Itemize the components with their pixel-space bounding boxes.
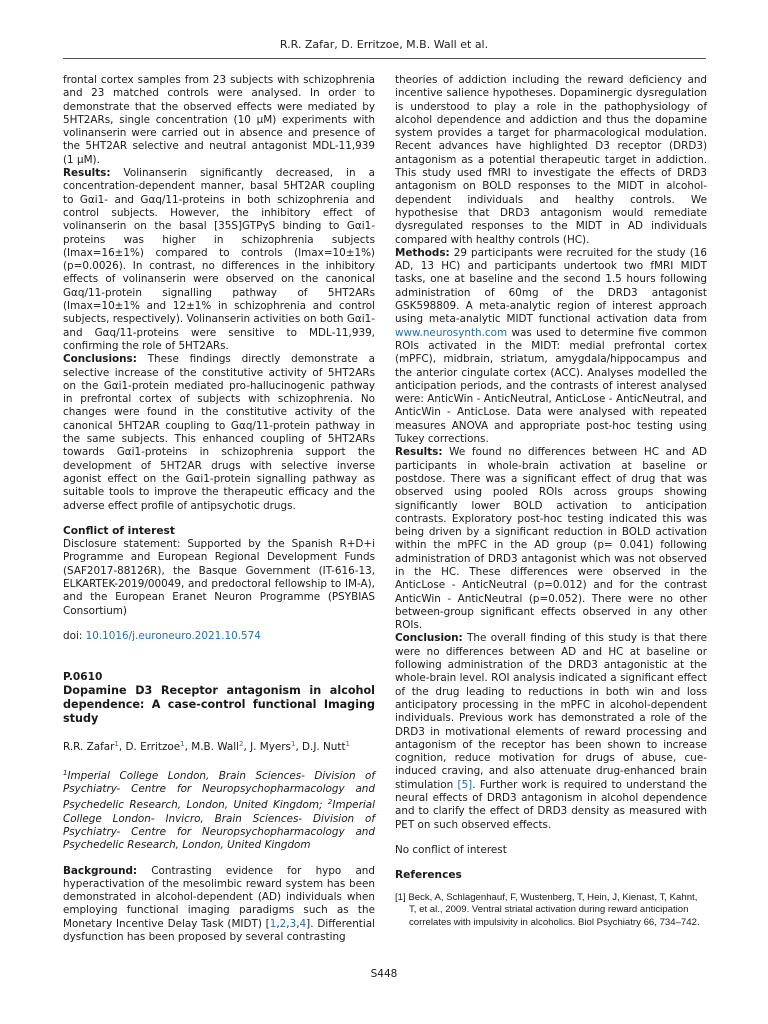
author-name: D. Erritzoe bbox=[125, 741, 181, 754]
running-head: R.R. Zafar, D. Erritzoe, M.B. Wall et al. bbox=[279, 38, 489, 51]
conclusions-paragraph bbox=[63, 353, 375, 513]
author-affiliation-marker[interactable]: 1 bbox=[290, 740, 296, 749]
conclusion-label: Conclusion: bbox=[395, 632, 463, 645]
conclusion-paragraph bbox=[395, 632, 707, 831]
conclusion-text-b: . Further work is required to understand the neural effects of DRD3 antagonism in alcohol dependence and to clarify the effect of DRD3 density as measured with PET on such observed effects. bbox=[395, 778, 707, 831]
citation-link[interactable]: 3 bbox=[289, 917, 297, 930]
results-text: Volinanserin significantly decreased, in a concentration-dependent manner, basal 5HT2AR coupling to Gαi1- and Gαq/11-proteins in both schizophrenia and control subjects. However, the inhibitory effect of volinanserin on the basal [35S]GTPγS binding to Gαi1-proteins was higher in schizophrenia subjects (Imax=16±1%) compared to controls (Imax=10±1%) (p=0.0026). In contrast, no differences in the inhibitory effects of volinanserin were observed on the canonical Gαq/11-protein signalling pathway of 5HT2ARs (Imax=10±1% and 12±1% in schizophrenia and control subjects, respectively). Volinanserin activities on both Gαi1- and Gαq/11-proteins were sensitive to MDL-11,939, confirming the role of 5HT2ARs. bbox=[63, 167, 375, 352]
author-name: D.J. Nutt bbox=[302, 741, 346, 754]
author-name: J. Myers bbox=[250, 741, 291, 754]
references-heading: References bbox=[395, 869, 462, 882]
affiliation-2: Imperial College London- Invicro, Brain Sciences- Division of Psychiatry- Centre for Neuropsychopharmacology and Psychedelic Research, London, United Kingdom bbox=[63, 799, 375, 852]
author-affiliation-marker[interactable]: 1 bbox=[114, 740, 119, 749]
background-tail: ]. Differential dysfunction has been proposed by several contrasting bbox=[63, 917, 375, 944]
neurosynth-link[interactable]: www.neurosynth.com bbox=[395, 326, 508, 339]
conclusion-text-a: The overall finding of this study is that there were no differences between AD and HC at baseline or following administration of the DRD3 antagonistic at the whole-brain level. ROI analysis indicated a significant effect of the drug leading to reductions in both win and loss anticipatory processing in the mPFC in alcohol-dependent individuals. Previous work has demonstrated a role of the DRD3 in motivational elements of reward processing and antagonism of the receptor has been shown to increase cognition, reduce motivation for drugs of abuse, cue-induced craving, and also attenuate drug-enhanced brain stimulation bbox=[395, 632, 707, 791]
affiliation-1: Imperial College London, Brain Sciences- Division of Psychiatry- Centre for Neuropsychopharmacology and Psychedelic Research, London, United Kingdom; bbox=[63, 769, 375, 812]
reference-item: [1] Beck, A, Schlagenhauf, F, Wustenberg, T, Hein, J, Kienast, T, Kahnt, T, et al., 2009. Ventral striatal activation during reward anticipation correlates with impulsivity in alcoholics. Biol Psychiatry 66, 734–742. bbox=[395, 891, 700, 928]
author-list: R.R. Zafar$^1$, D. Erritzoe$^1$, M.B. Wall$^2$, J. Myers$^1$, D.J. Nutt$^1$ bbox=[63, 740, 350, 754]
header-rule bbox=[63, 58, 706, 59]
citation-link[interactable]: [5] bbox=[457, 778, 473, 791]
left-column bbox=[63, 74, 375, 944]
methods-continuation: frontal cortex samples from 23 subjects with schizophrenia and 23 matched controls were analysed. In order to demonstrate that the observed effects were mediated by 5HT2ARs, single concentration (10 μM) experiments with volinanserin were carried out in absence and presence of the 5HT2AR selective and neutral antagonist MDL-11,939 (1 μM). bbox=[63, 74, 375, 166]
affiliation-number: 1 bbox=[63, 768, 68, 777]
methods-text-b: was used to determine five common ROIs activated in the MIDT: medial prefrontal cortex (mPFC), midbrain, striatum, amygdala/hippocampus and the anterior cingulate cortex (ACC). Analyses modelled the anticipation periods, and the contrasts of interest analysed were: AnticWin - AnticNeutral, AnticLose - AnticNeutral, and AnticWin - AnticLose. Data were analysed with repeated measures ANOVA and appropriate post-hoc testing using Tukey corrections. bbox=[395, 326, 707, 446]
no-coi-statement: No conflict of interest bbox=[395, 843, 507, 856]
background-label: Background: bbox=[63, 864, 138, 877]
citation-link[interactable]: 1 bbox=[269, 917, 277, 930]
article-title: Dopamine D3 Receptor antagonism in alcohol dependence: A case-control functional Imaging study bbox=[63, 684, 375, 726]
conclusions-label: Conclusions: bbox=[63, 353, 137, 366]
author-affiliation-marker[interactable]: 1 bbox=[180, 740, 185, 749]
methods-label: Methods: bbox=[395, 246, 450, 259]
coi-text: Disclosure statement: Supported by the Spanish R+D+i Programme and European Regional Development Funds (SAF2017-88126R), the Basque Government (IT-616-13, ELKARTEK-2019/00049, and predoctoral fellowship to IM-A), and the European Eranet Neuron Programme (PSYBIAS Consortium) bbox=[63, 538, 375, 617]
doi-line bbox=[63, 630, 375, 643]
author-affiliation-marker[interactable]: 1 bbox=[345, 740, 350, 749]
conclusions-text: These findings directly demonstrate a selective increase of the constitutive activity of 5HT2ARs on the Gαi1-protein mediated pro-hallucinogenic pathway in prefrontal cortex of subjects with schizophrenia. No changes were found in the constitutive activity of the canonical 5HT2AR coupling to Gαq/11-protein pathway in the same subjects. This enhanced coupling of 5HT2ARs towards Gαi1-proteins in schizophrenia support the development of 5HT2AR drugs with selective inverse agonist effect on the Gαi1-protein signalling pathway as suitable tools to improve the therapeutic efficacy and the adverse effect profile of antipsychotic drugs. bbox=[63, 353, 375, 512]
methods-text-a: 29 participants were recruited for the study (16 AD, 13 HC) and participants undertook two fMRI MIDT tasks, one at baseline and the second 1.5 hours following administration of 60mg of the DRD3 antagonist GSK598809. A meta-analytic region of interest approach using meta-analytic MIDT functional activation data from bbox=[395, 246, 707, 326]
affiliation-number: 2 bbox=[327, 798, 333, 807]
author-affiliation-marker[interactable]: 2 bbox=[239, 740, 244, 749]
results-paragraph bbox=[395, 446, 707, 632]
results-paragraph bbox=[63, 167, 375, 353]
background-continuation: theories of addiction including the reward deficiency and incentive salience hypotheses. Dopaminergic dysregulation is understood to play a role in the pathophysiology of alcohol dependence and addiction and thus the dopamine system provides a target for pharmacological modulation. Recent advances have highlighted D3 receptor (DRD3) antagonism as a potential therapeutic target in addiction. This study used fMRI to investigate the effects of DRD3 antagonism on BOLD responses to the MIDT in alcohol-dependent individuals and healthy controls. We hypothesise that DRD3 antagonism would remediate dysregulated responses to the MIDT in AD individuals compared with healthy controls (HC). bbox=[395, 74, 707, 246]
article-id: P.0610 bbox=[63, 671, 103, 684]
doi-label: doi: bbox=[63, 629, 83, 642]
citation-link[interactable]: 2 bbox=[279, 917, 287, 930]
doi-link[interactable]: 10.1016/j.euroneuro.2021.10.574 bbox=[85, 629, 261, 642]
results-label: Results: bbox=[395, 446, 443, 459]
author-name: M.B. Wall bbox=[191, 741, 240, 754]
affiliations bbox=[63, 767, 375, 853]
background-text: Contrasting evidence for hypo and hyperactivation of the mesolimbic reward system has been demonstrated in alcohol-dependent (AD) individuals when employing functional imaging paradigms such as the Monetary Incentive Delay Task (MIDT) [ bbox=[63, 864, 375, 930]
citation-link[interactable]: 4 bbox=[299, 917, 307, 930]
background-paragraph: Background: Contrasting evidence for hypo and hyperactivation of the mesolimbic reward system has been demonstrated in alcohol-dependent (AD) individuals when employing functional imaging paradigms such as the Monetary Incentive Delay Task (MIDT) [1,2,3,4]. Differential dysfunction has been proposed by several contrasting bbox=[63, 864, 375, 944]
right-column bbox=[395, 74, 707, 929]
coi-heading: Conflict of interest bbox=[63, 524, 175, 537]
page-number: S448 bbox=[370, 968, 398, 980]
methods-paragraph bbox=[395, 247, 707, 446]
results-label: Results: bbox=[63, 167, 111, 180]
author-name: R.R. Zafar bbox=[63, 741, 115, 754]
results-text: We found no differences between HC and AD participants in whole-brain activation at baseline or postdose. There was a significant effect of drug that was observed using pooled ROIs across groups showing significantly lower BOLD activation to anticipation contrasts. Exploratory post-hoc testing indicated this was being driven by a significant reduction in BOLD activation within the mPFC in the AD group (p= 0.041) following administration of DRD3 antagonist which was not observed in the HC. These differences were observed in the AnticLose - AnticNeutral (p=0.012) and for the contrast AnticWin - AnticNeutral (p=0.052). There were no other between-group significant effects observed in any other ROIs. bbox=[395, 446, 707, 632]
